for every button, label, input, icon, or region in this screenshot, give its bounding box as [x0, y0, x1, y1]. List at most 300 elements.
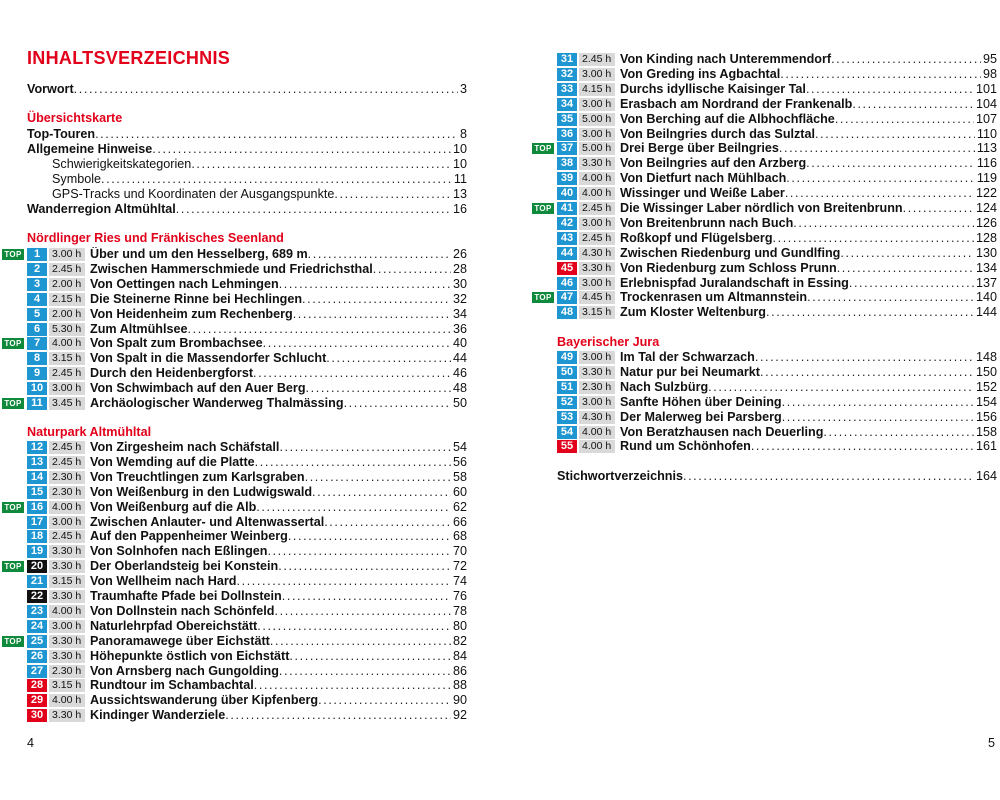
tour-number-badge: 32 [557, 68, 577, 81]
entry-title: Schwierigkeitskategorien [52, 157, 192, 171]
tour-number-badge: 46 [557, 277, 577, 290]
tour-entry[interactable] [27, 336, 467, 351]
tour-duration: 4.30 h [579, 411, 615, 424]
tour-entry[interactable] [27, 678, 467, 693]
tour-page: 82 [452, 633, 467, 648]
tour-entry[interactable] [27, 634, 467, 649]
tour-page: 26 [452, 247, 467, 261]
tour-number-badge: 42 [557, 217, 577, 230]
tour-title: Panoramawege über Eichstätt [90, 633, 270, 648]
tour-page: 152 [975, 379, 997, 394]
tour-entry[interactable] [557, 67, 997, 82]
tour-number-badge: 38 [557, 157, 577, 170]
tour-page: 80 [452, 618, 467, 633]
tour-page: 150 [975, 364, 997, 379]
tour-title: Von Weißenburg in den Ludwigswald [90, 484, 313, 499]
tour-entry[interactable] [27, 351, 467, 366]
tour-page: 107 [975, 111, 997, 126]
tour-page: 56 [452, 454, 467, 469]
tour-page: 140 [975, 290, 997, 305]
tour-page: 86 [452, 663, 467, 678]
tour-entry[interactable] [557, 261, 997, 276]
tour-title: Von Heidenheim zum Rechenberg [90, 306, 293, 321]
tour-entry[interactable] [27, 708, 467, 723]
tour-number-badge: 7 [27, 337, 47, 350]
tour-number-badge: 20 [27, 560, 47, 573]
tour-title: Sanfte Höhen über Deining [620, 394, 782, 409]
tour-page: 128 [975, 230, 997, 245]
toc-entry[interactable] [27, 82, 467, 97]
entry-page: 8 [459, 127, 467, 141]
tour-number-badge: 10 [27, 382, 47, 395]
tour-entry[interactable] [557, 97, 997, 112]
tour-number-badge: 39 [557, 172, 577, 185]
tour-page: 54 [452, 440, 467, 454]
tour-page: 30 [452, 276, 467, 291]
tour-duration: 5.00 h [579, 113, 615, 126]
page-title: INHALTSVERZEICHNIS [27, 48, 231, 68]
tour-entry[interactable] [27, 559, 467, 574]
entry-page: 10 [452, 157, 467, 171]
tour-title: Die Steinerne Rinne bei Hechlingen [90, 291, 303, 306]
tour-entry[interactable] [27, 574, 467, 589]
tour-number-badge: 34 [557, 98, 577, 111]
tour-page: 98 [982, 66, 997, 81]
section-heading: Bayerischer Jura [557, 335, 660, 349]
tour-duration: 3.30 h [579, 366, 615, 379]
tour-title: Von Wellheim nach Hard [90, 574, 237, 589]
tour-number-badge: 41 [557, 202, 577, 215]
tour-entry[interactable] [557, 276, 997, 291]
tour-duration: 5.30 h [49, 323, 85, 336]
tour-duration: 4.15 h [579, 83, 615, 96]
entry-page: 164 [975, 469, 997, 483]
tour-entry[interactable] [27, 515, 467, 530]
tour-duration: 3.00 h [579, 277, 615, 290]
tour-entry[interactable] [557, 201, 997, 216]
entry-title: Stichwortverzeichnis [557, 469, 683, 483]
tour-duration: 3.30 h [49, 560, 85, 573]
tour-title: Der Oberlandsteig bei Konstein [90, 559, 279, 574]
top-tour-badge: TOP [2, 636, 24, 647]
tour-page: 126 [975, 215, 997, 230]
tour-entry[interactable] [27, 322, 467, 337]
tour-entry[interactable] [557, 171, 997, 186]
tour-entry[interactable] [27, 619, 467, 634]
tour-page: 32 [452, 291, 467, 306]
section-heading: Nördlinger Ries und Fränkisches Seenland [27, 231, 284, 245]
tour-title: Im Tal der Schwarzach [620, 350, 755, 364]
tour-duration: 4.30 h [579, 247, 615, 260]
tour-duration: 2.45 h [49, 263, 85, 276]
tour-duration: 2.45 h [49, 367, 85, 380]
tour-page: 122 [975, 186, 997, 201]
tour-entry[interactable] [557, 410, 997, 425]
tour-title: Von Riedenburg zum Schloss Prunn [620, 260, 837, 275]
tour-number-badge: 21 [27, 575, 47, 588]
tour-duration: 2.30 h [49, 486, 85, 499]
tour-page: 110 [976, 126, 997, 141]
tour-title: Über und um den Hesselberg, 689 m [90, 247, 308, 261]
tour-number-badge: 23 [27, 605, 47, 618]
tour-number-badge: 26 [27, 650, 47, 663]
entry-page: 10 [452, 142, 467, 156]
tour-page: 124 [975, 201, 997, 215]
tour-title: Von Beilngries durch das Sulztal [620, 126, 816, 141]
tour-number-badge: 47 [557, 291, 577, 304]
tour-page: 40 [452, 336, 467, 351]
tour-duration: 4.00 h [49, 501, 85, 514]
tour-page: 74 [452, 574, 467, 589]
tour-page: 113 [976, 141, 997, 156]
tour-number-badge: 27 [27, 665, 47, 678]
tour-entry[interactable] [557, 425, 997, 440]
tour-duration: 3.15 h [49, 575, 85, 588]
tour-duration: 3.30 h [49, 650, 85, 663]
tour-number-badge: 11 [27, 397, 47, 410]
tour-title: Von Spalt in die Massendorfer Schlucht [90, 351, 327, 366]
tour-duration: 3.00 h [49, 248, 85, 261]
tour-number-badge: 13 [27, 456, 47, 469]
tour-page: 78 [452, 603, 467, 618]
tour-duration: 2.45 h [579, 53, 615, 66]
tour-title: Nach Sulzbürg [620, 379, 709, 394]
tour-number-badge: 15 [27, 486, 47, 499]
tour-number-badge: 53 [557, 411, 577, 424]
tour-title: Von Greding ins Agbachtal [620, 66, 781, 81]
entry-title: Top-Touren [27, 127, 96, 141]
tour-duration: 3.30 h [49, 545, 85, 558]
tour-number-badge: 22 [27, 590, 47, 603]
tour-entry[interactable] [557, 82, 997, 97]
entry-title: Vorwort [27, 82, 74, 96]
tour-duration: 3.30 h [579, 262, 615, 275]
tour-entry[interactable] [27, 649, 467, 664]
tour-number-badge: 8 [27, 352, 47, 365]
tour-page: 101 [975, 81, 997, 96]
tour-entry[interactable] [27, 544, 467, 559]
tour-entry[interactable] [27, 455, 467, 470]
tour-number-badge: 29 [27, 694, 47, 707]
tour-page: 34 [452, 306, 467, 321]
tour-number-badge: 45 [557, 262, 577, 275]
tour-duration: 3.15 h [579, 306, 615, 319]
tour-title: Rundtour im Schambachtal [90, 678, 254, 693]
tour-page: 50 [452, 396, 467, 410]
tour-number-badge: 40 [557, 187, 577, 200]
tour-page: 130 [975, 245, 997, 260]
tour-title: Erlebnispfad Juralandschaft in Essing [620, 275, 849, 290]
toc-entry[interactable] [27, 127, 467, 142]
tour-title: Von Treuchtlingen zum Karlsgraben [90, 469, 305, 484]
tour-title: Archäologischer Wanderweg Thalmässing [90, 396, 344, 410]
section-heading: Übersichtskarte [27, 111, 123, 125]
tour-duration: 4.00 h [49, 605, 85, 618]
tour-entry[interactable] [557, 305, 997, 320]
tour-entry[interactable] [557, 246, 997, 261]
tour-title: Von Weißenburg auf die Alb [90, 499, 257, 514]
tour-number-badge: 48 [557, 306, 577, 319]
entry-page: 11 [453, 172, 467, 186]
tour-title: Zwischen Riedenburg und Gundlfing [620, 245, 841, 260]
tour-page: 58 [452, 469, 467, 484]
tour-duration: 3.00 h [49, 516, 85, 529]
tour-entry[interactable] [27, 440, 467, 455]
tour-title: Von Zirgesheim nach Schäfstall [90, 440, 280, 454]
tour-number-badge: 25 [27, 635, 47, 648]
tour-number-badge: 14 [27, 471, 47, 484]
toc-entry[interactable] [27, 142, 467, 157]
tour-duration: 3.30 h [49, 709, 85, 722]
tour-number-badge: 55 [557, 440, 577, 453]
tour-title: Von Kinding nach Unteremmendorf [620, 52, 832, 66]
tour-title: Naturlehrpfad Obereichstätt [90, 618, 258, 633]
tour-title: Höhepunkte östlich von Eichstätt [90, 648, 290, 663]
tour-title: Von Berching auf die Albhochfläche [620, 111, 835, 126]
tour-title: Von Dollnstein nach Schönfeld [90, 603, 275, 618]
tour-entry[interactable] [557, 186, 997, 201]
tour-page: 95 [982, 52, 997, 66]
tour-title: Zum Kloster Weltenburg [620, 305, 767, 320]
tour-entry[interactable] [557, 52, 997, 67]
top-tour-badge: TOP [2, 561, 24, 572]
tour-number-badge: 4 [27, 293, 47, 306]
tour-title: Zum Altmühlsee [90, 321, 188, 336]
tour-entry[interactable] [27, 500, 467, 515]
tour-duration: 5.00 h [579, 142, 615, 155]
toc-subentry[interactable] [52, 172, 467, 187]
tour-number-badge: 9 [27, 367, 47, 380]
tour-entry[interactable] [557, 127, 997, 142]
tour-duration: 3.00 h [579, 217, 615, 230]
tour-duration: 3.00 h [579, 351, 615, 364]
tour-entry[interactable] [557, 216, 997, 231]
tour-page: 62 [452, 499, 467, 514]
tour-entry[interactable] [27, 693, 467, 708]
tour-title: Erasbach am Nordrand der Frankenalb [620, 96, 853, 111]
tour-number-badge: 30 [27, 709, 47, 722]
page-number: 5 [988, 736, 996, 750]
tour-duration: 2.00 h [49, 278, 85, 291]
tour-title: Natur pur bei Neumarkt [620, 364, 760, 379]
toc-subentry[interactable] [52, 157, 467, 172]
tour-entry[interactable] [27, 307, 467, 322]
tour-number-badge: 43 [557, 232, 577, 245]
tour-title: Durch den Heidenbergforst [90, 366, 254, 381]
tour-duration: 3.00 h [49, 382, 85, 395]
top-tour-badge: TOP [532, 292, 554, 303]
tour-duration: 2.00 h [49, 308, 85, 321]
tour-title: Der Malerweg bei Parsberg [620, 409, 782, 424]
tour-number-badge: 49 [557, 351, 577, 364]
tour-page: 70 [452, 544, 467, 559]
tour-duration: 4.00 h [579, 172, 615, 185]
tour-number-badge: 37 [557, 142, 577, 155]
tour-duration: 4.00 h [579, 187, 615, 200]
tour-entry[interactable] [27, 396, 467, 411]
tour-title: Von Arnsberg nach Gungolding [90, 663, 279, 678]
tour-duration: 4.00 h [49, 694, 85, 707]
tour-duration: 2.45 h [579, 232, 615, 245]
tour-number-badge: 28 [27, 679, 47, 692]
toc-entry[interactable] [27, 202, 467, 217]
tour-entry[interactable] [27, 262, 467, 277]
entry-title: Symbole [52, 172, 101, 186]
tour-page: 154 [975, 394, 997, 409]
tour-entry[interactable] [27, 485, 467, 500]
tour-page: 48 [452, 381, 467, 396]
tour-duration: 3.45 h [49, 397, 85, 410]
tour-duration: 2.45 h [49, 441, 85, 454]
tour-entry[interactable] [557, 439, 997, 454]
tour-title: Auf den Pappenheimer Weinberg [90, 529, 288, 544]
tour-title: Die Wissinger Laber nördlich von Breitenbrunn [620, 201, 903, 215]
tour-page: 60 [452, 484, 467, 499]
tour-page: 134 [975, 260, 997, 275]
tour-title: Von Wemding auf die Platte [90, 454, 255, 469]
tour-title: Von Solnhofen nach Eßlingen [90, 544, 268, 559]
tour-title: Traumhafte Pfade bei Dollnstein [90, 589, 282, 603]
top-tour-badge: TOP [2, 398, 24, 409]
tour-duration: 4.00 h [49, 337, 85, 350]
tour-entry[interactable] [27, 604, 467, 619]
tour-title: Von Schwimbach auf den Auer Berg [90, 381, 306, 396]
tour-number-badge: 12 [27, 441, 47, 454]
page-number: 4 [27, 736, 35, 750]
tour-entry[interactable] [557, 156, 997, 171]
tour-duration: 3.00 h [579, 396, 615, 409]
entry-page: 13 [452, 187, 467, 201]
tour-duration: 2.15 h [49, 293, 85, 306]
tour-number-badge: 6 [27, 323, 47, 336]
tour-title: Drei Berge über Beilngries [620, 141, 779, 156]
tour-title: Roßkopf und Flügelsberg [620, 230, 773, 245]
entry-title: Allgemeine Hinweise [27, 142, 153, 156]
tour-duration: 2.45 h [49, 456, 85, 469]
tour-number-badge: 31 [557, 53, 577, 66]
tour-duration: 2.45 h [579, 202, 615, 215]
tour-entry[interactable] [27, 366, 467, 381]
tour-page: 36 [452, 321, 467, 336]
toc-subentry[interactable] [52, 187, 467, 202]
tour-entry[interactable] [27, 277, 467, 292]
tour-duration: 4.45 h [579, 291, 615, 304]
tour-number-badge: 18 [27, 530, 47, 543]
tour-entry[interactable] [557, 365, 997, 380]
tour-number-badge: 50 [557, 366, 577, 379]
tour-title: Rund um Schönhofen [620, 439, 751, 454]
tour-duration: 3.30 h [49, 590, 85, 603]
tour-page: 76 [452, 589, 467, 603]
entry-title: Wanderregion Altmühltal [27, 202, 176, 216]
tour-duration: 3.00 h [49, 620, 85, 633]
tour-title: Wissinger und Weiße Laber [620, 186, 785, 201]
tour-duration: 3.30 h [579, 157, 615, 170]
tour-duration: 3.00 h [579, 68, 615, 81]
tour-page: 156 [975, 409, 997, 424]
tour-page: 46 [452, 366, 467, 381]
tour-title: Von Beratzhausen nach Deuerling [620, 424, 824, 439]
tour-number-badge: 3 [27, 278, 47, 291]
tour-page: 44 [452, 351, 467, 366]
toc-entry[interactable] [557, 469, 997, 484]
section-heading: Naturpark Altmühltal [27, 425, 152, 439]
tour-entry[interactable] [557, 350, 997, 365]
tour-duration: 3.00 h [579, 128, 615, 141]
tour-entry[interactable] [557, 231, 997, 246]
tour-number-badge: 2 [27, 263, 47, 276]
top-tour-badge: TOP [2, 502, 24, 513]
tour-number-badge: 16 [27, 501, 47, 514]
tour-entry[interactable] [27, 470, 467, 485]
entry-page: 16 [452, 202, 467, 216]
tour-duration: 2.45 h [49, 530, 85, 543]
tour-entry[interactable] [557, 112, 997, 127]
tour-title: Zwischen Anlauter- und Altenwassertal [90, 514, 325, 529]
tour-duration: 2.30 h [579, 381, 615, 394]
tour-title: Von Oettingen nach Lehmingen [90, 276, 279, 291]
tour-page: 68 [452, 529, 467, 544]
tour-entry[interactable] [27, 589, 467, 604]
tour-page: 84 [452, 648, 467, 663]
tour-page: 104 [975, 96, 997, 111]
tour-number-badge: 52 [557, 396, 577, 409]
tour-page: 137 [975, 275, 997, 290]
top-tour-badge: TOP [2, 338, 24, 349]
tour-page: 88 [452, 678, 467, 693]
entry-page: 3 [459, 82, 467, 96]
tour-number-badge: 44 [557, 247, 577, 260]
tour-title: Kindinger Wanderziele [90, 708, 226, 723]
tour-duration: 3.30 h [49, 635, 85, 648]
tour-entry[interactable] [27, 247, 467, 262]
tour-entry[interactable] [557, 290, 997, 305]
tour-entry[interactable] [27, 664, 467, 679]
tour-page: 158 [975, 424, 997, 439]
tour-number-badge: 33 [557, 83, 577, 96]
tour-entry[interactable] [27, 381, 467, 396]
tour-number-badge: 5 [27, 308, 47, 321]
tour-number-badge: 54 [557, 426, 577, 439]
tour-page: 161 [975, 439, 997, 454]
tour-page: 72 [452, 559, 467, 574]
tour-entry[interactable] [557, 395, 997, 410]
tour-title: Zwischen Hammerschmiede und Friedrichsthal [90, 261, 373, 276]
tour-number-badge: 24 [27, 620, 47, 633]
tour-number-badge: 35 [557, 113, 577, 126]
tour-title: Von Beilngries auf den Arzberg [620, 156, 807, 171]
tour-title: Von Spalt zum Brombachsee [90, 336, 263, 351]
tour-entry[interactable] [557, 380, 997, 395]
tour-duration: 3.15 h [49, 679, 85, 692]
top-tour-badge: TOP [532, 203, 554, 214]
tour-page: 116 [976, 156, 997, 171]
tour-entry[interactable] [27, 529, 467, 544]
tour-duration: 2.30 h [49, 471, 85, 484]
tour-entry[interactable] [27, 292, 467, 307]
tour-entry[interactable] [557, 141, 997, 156]
tour-page: 148 [975, 350, 997, 364]
tour-duration: 4.00 h [579, 440, 615, 453]
tour-number-badge: 19 [27, 545, 47, 558]
tour-duration: 3.00 h [579, 98, 615, 111]
tour-page: 144 [975, 305, 997, 320]
tour-title: Aussichtswanderung über Kipfenberg [90, 693, 319, 708]
tour-number-badge: 17 [27, 516, 47, 529]
tour-page: 92 [452, 708, 467, 723]
tour-number-badge: 1 [27, 248, 47, 261]
tour-title: Von Breitenbrunn nach Buch [620, 215, 794, 230]
